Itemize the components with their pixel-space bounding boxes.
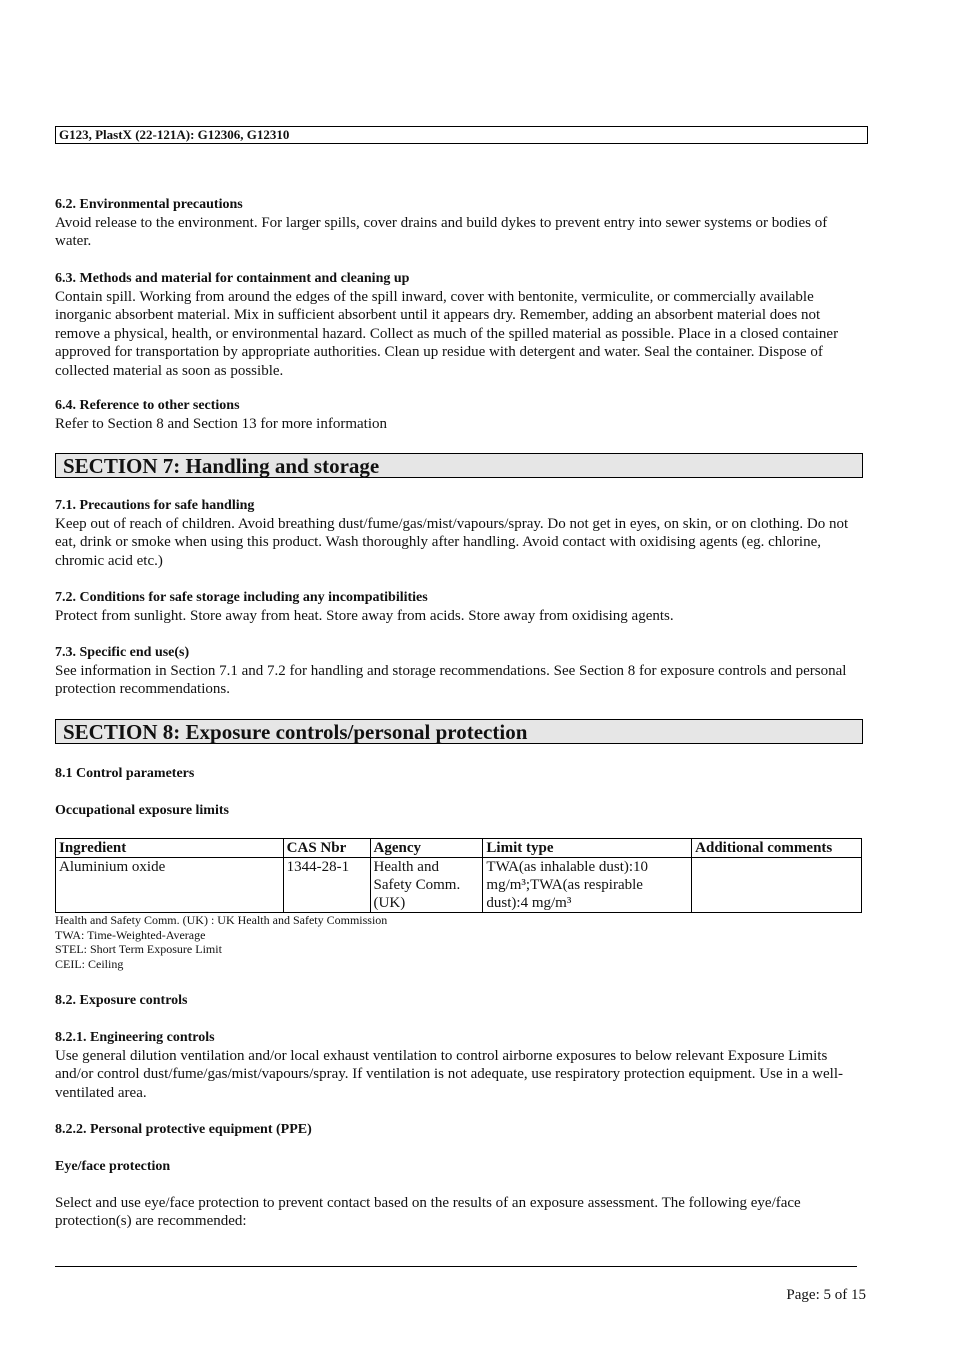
- column-header: Limit type: [483, 839, 692, 858]
- heading-eye-protection: Eye/face protection: [55, 1159, 171, 1174]
- column-header: CAS Nbr: [283, 839, 370, 858]
- heading-8-1: 8.1 Control parameters: [55, 766, 195, 781]
- section-8-2: [55, 992, 867, 1010]
- heading-occupational-limits: Occupational exposure limits: [55, 803, 229, 818]
- table-cell: Health and Safety Comm. (UK): [370, 858, 483, 913]
- note-line: Health and Safety Comm. (UK) : UK Health and Safety Commission: [55, 913, 388, 927]
- text-6-3: Contain spill. Working from around the edges of the spill inward, cover with bentonite, vermiculite, or commercially available inorganic absorbent material. Mix in sufficient absorbent until it appears dry. Remember, adding an absorbent material does not remove a physical, health, or environmental hazard. Collect as much of the spilled material as possible. Place in a closed container approved for transportation by appropriate authorities. Clean up residue with detergent and water. Seal the container. Dispose of collected material as soon as possible.: [55, 289, 839, 379]
- section-7-3: [55, 644, 867, 699]
- text-6-4: Refer to Section 8 and Section 13 for more information: [55, 416, 387, 432]
- eye-protection-heading-block: [55, 1158, 867, 1176]
- oel-subheading-block: [55, 802, 867, 820]
- heading-8-2: 8.2. Exposure controls: [55, 993, 188, 1008]
- section-8-1: [55, 765, 867, 783]
- text-7-3: See information in Section 7.1 and 7.2 for handling and storage recommendations. See Section 8 for exposure controls and personal protection recommendations.: [55, 663, 847, 698]
- text-eye-protection: Select and use eye/face protection to prevent contact based on the results of an exposure assessment. The following eye/face protection(s) are recommended:: [55, 1195, 801, 1230]
- section-6-3: [55, 270, 867, 380]
- note-line: CEIL: Ceiling: [55, 956, 124, 971]
- table-cell: 1344-28-1: [283, 858, 370, 913]
- section-8-2-1: [55, 1029, 867, 1102]
- eye-protection-text-block: [55, 1194, 867, 1231]
- section-7-2: [55, 589, 867, 625]
- heading-7-1: 7.1. Precautions for safe handling: [55, 498, 255, 513]
- text-8-2-1: Use general dilution ventilation and/or local exhaust ventilation to control airborne exposures to below relevant Exposure Limits and/or control dust/fume/gas/mist/vapours/spray. If ventilation is not adequate, use respiratory protection equipment. Use in a well-ventilated area.: [55, 1048, 843, 1101]
- column-header: Agency: [370, 839, 483, 858]
- document-header: G123, PlastX (22-121A): G12306, G12310: [55, 126, 868, 144]
- footer-divider: [55, 1266, 857, 1267]
- heading-6-4: 6.4. Reference to other sections: [55, 398, 240, 413]
- text-7-1: Keep out of reach of children. Avoid breathing dust/fume/gas/mist/vapours/spray. Do not get in eyes, on skin, or on clothing. Do not eat, drink or smoke when using this product. Wash thoroughly after handling. Avoid contact with oxidising agents (eg. chlorine, chromic acid etc.): [55, 516, 849, 569]
- table-notes: [55, 913, 387, 971]
- section-6-4: [55, 397, 867, 433]
- table-cell: Aluminium oxide: [56, 858, 284, 913]
- section-6-2: [55, 196, 867, 251]
- column-header: Additional comments: [692, 839, 862, 858]
- note-line: STEL: Short Term Exposure Limit: [55, 942, 222, 957]
- table-header-row: [56, 839, 862, 858]
- heading-8-2-1: 8.2.1. Engineering controls: [55, 1030, 215, 1045]
- section-7-title: SECTION 7: Handling and storage: [55, 453, 863, 478]
- table-cell: TWA(as inhalable dust):10 mg/m³;TWA(as respirable dust):4 mg/m³: [483, 858, 692, 913]
- section-8-2-2: [55, 1121, 867, 1139]
- text-6-2: Avoid release to the environment. For larger spills, cover drains and build dykes to prevent entry into sewer systems or bodies of water.: [55, 215, 828, 250]
- text-7-2: Protect from sunlight. Store away from heat. Store away from acids. Store away from oxidising agents.: [55, 608, 674, 624]
- heading-6-2: 6.2. Environmental precautions: [55, 197, 243, 212]
- column-header: Ingredient: [56, 839, 284, 858]
- table-row: [56, 858, 862, 913]
- heading-7-3: 7.3. Specific end use(s): [55, 645, 190, 660]
- heading-8-2-2: 8.2.2. Personal protective equipment (PPE): [55, 1122, 312, 1137]
- page-number: Page: 5 of 15: [786, 1287, 866, 1303]
- section-8-title: SECTION 8: Exposure controls/personal protection: [55, 719, 863, 744]
- note-line: TWA: Time-Weighted-Average: [55, 927, 206, 942]
- heading-6-3: 6.3. Methods and material for containment and cleaning up: [55, 271, 410, 286]
- table-cell: [692, 858, 862, 913]
- exposure-limits-table: [55, 838, 862, 913]
- heading-7-2: 7.2. Conditions for safe storage including any incompatibilities: [55, 590, 428, 605]
- section-7-1: [55, 497, 867, 570]
